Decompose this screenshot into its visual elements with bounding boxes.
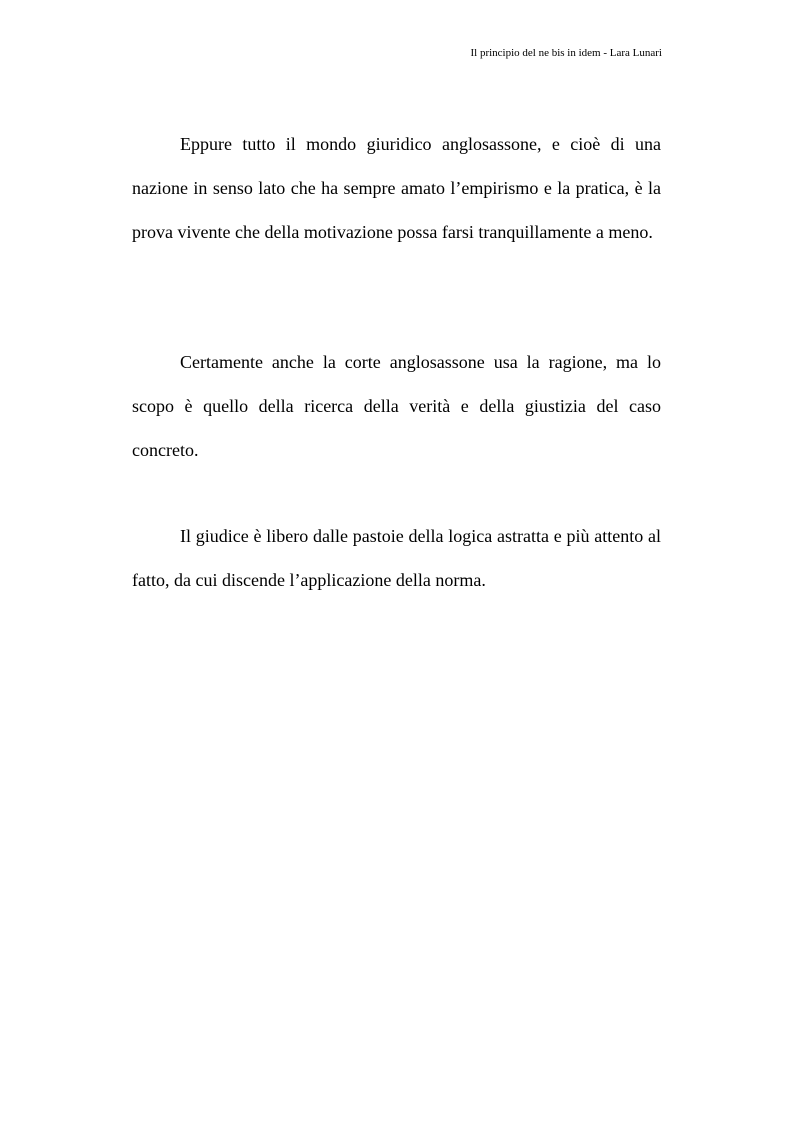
paragraph-1-block xyxy=(132,122,661,254)
paragraph-2: Certamente anche la corte anglosassone usa la ragione, ma lo scopo è quello della ricerca della verità e della giustizia del caso concreto. xyxy=(132,352,661,460)
paragraph-2-block xyxy=(132,340,661,472)
paragraph-3-block xyxy=(132,514,661,602)
paragraph-1: Eppure tutto il mondo giuridico anglosassone, e cioè di una nazione in senso lato che ha sempre amato l’empirismo e la pratica, è la prova vivente che della motivazione possa farsi tranquillamente a meno. xyxy=(132,134,661,242)
running-header: Il principio del ne bis in idem - Lara Lunari xyxy=(470,47,662,59)
paragraph-3: Il giudice è libero dalle pastoie della logica astratta e più attento al fatto, da cui discende l’applicazione della norma. xyxy=(132,526,661,590)
